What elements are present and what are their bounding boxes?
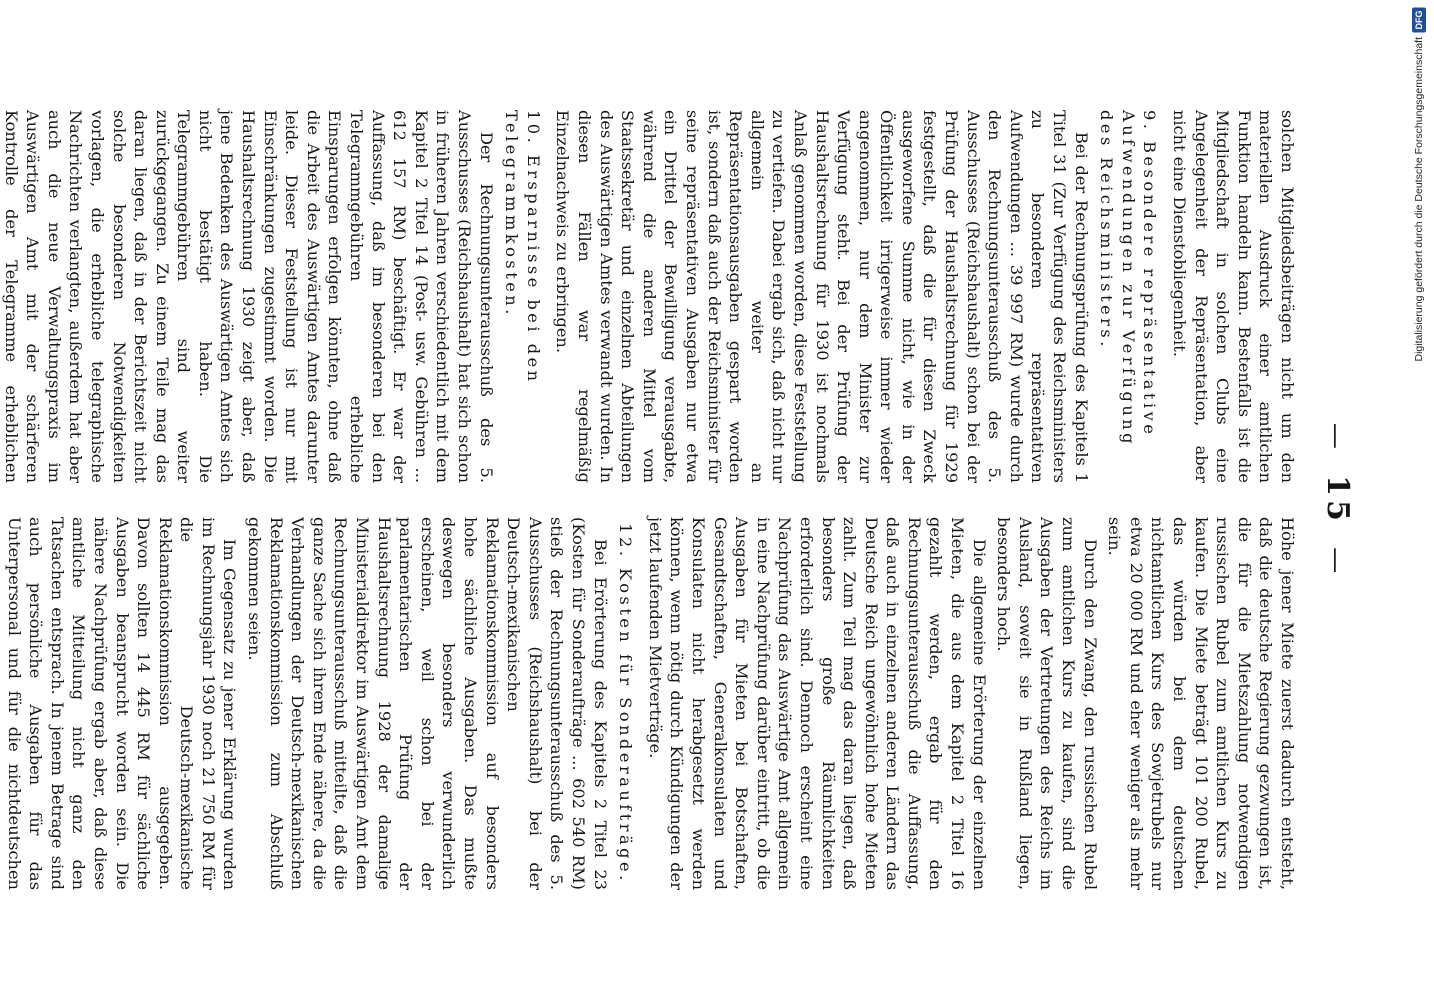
page-number: 15 bbox=[1320, 475, 1355, 525]
paragraph: Im Gegensatz zu jener Erklärung wurden im Rechnungsjahr 1930 noch 21 750 RM für die Deutsch-mexikanische Reklamationskommission ausgegeben. Davon sollten 14 445 RM für sächliche Ausgaben beansprucht worden sein. Die nähere Nachprüfung ergab aber, daß diese amtliche Mitteilung nicht ganz den Tatsachen entsprach. In jenem Betrage sind auch persönliche Ausgaben für das Unterpersonal und für die nichtdeutschen bbox=[4, 517, 240, 890]
page-number-header bbox=[1320, 110, 1355, 890]
paragraph: Der Rechnungsunterausschuß des 5. Ausschusses (Reichshaushalt) hat sich schon in früheren Jahren verschiedentlich mit dem Kapitel 2 Titel 14 (Post- usw. Gebühren ... 612 157 RM) beschäftigt. Er war der Auffassung, daß im besonderen bei den Telegrammgebühren erhebliche Einsparungen erfolgen könnten, ohne daß die Arbeit des Auswärtigen Amtes darunter leide. Dieser Feststellung ist nur mit Einschränkungen zugestimmt worden. Die Haushaltsrechnung 1930 zeigt aber, daß jene Bedenken des Auswärtigen Amtes sich nicht bestätigt haben. Die Telegrammgebühren sind weiter zurückgegangen. Zu einem Teile mag das daran liegen, daß in der Berichtszeit nicht solche besonderen Notwendigkeiten vorlagen, die erhebliche telegraphische Nachrichten verlangten, außerdem hat aber auch die neue Verwaltungspraxis im Auswärtigen Amt mit der schärferen Kontrolle der Telegramme erheblichen bbox=[1, 110, 496, 483]
paragraph: Die allgemeine Erörterung der einzelnen Mieten, die aus dem Kapitel 2 Titel 16 gezahlt werden, ergab für den Rechnungsunterausschuß die Auffassung, daß auch in einzelnen anderen Ländern das Deutsche Reich ungewöhnlich hohe Mieten zahlt. Zum Teil mag das daran liegen, daß besonders große Räumlichkeiten erforderlich sind. Dennoch erscheint eine Nachprüfung das Auswärtige Amt allgemein in eine Nachprüfung darüber eintritt, ob die Ausgaben für Mieten bei Botschaften, Gesandtschaften, Generalkonsulaten und Konsulaten nicht herabgesetzt werden können, wenn nötig durch Kündigungen der jetzt laufenden Mietverträge. bbox=[645, 517, 989, 890]
right-column bbox=[4, 517, 1298, 890]
credit-line bbox=[1412, 8, 1426, 362]
page-dash-left: — bbox=[1321, 422, 1351, 453]
page-dash-right: — bbox=[1321, 547, 1351, 578]
dfg-logo: DFG bbox=[1412, 8, 1426, 33]
paragraph: Bei Erörterung des Kapitels 2 Titel 23 (Kosten für Sonderaufträge ... 602 540 RM) stieß der Rechnungsunterausschuß des 5. Ausschusses (Reichshaushalt) bei der Deutsch-mexikanischen Reklamationskommission auf besonders hohe sächliche Ausgaben. Das mußte deswegen besonders verwunderlich erscheinen, weil schon bei der parlamentarischen Prüfung der Haushaltsrechnung 1928 der damalige Ministerialdirektor im Auswärtigen Amt dem Rechnungsunterausschuß mitteilte, daß die ganze Sache sich ihrem Ende nähere, da die Verhandlungen der Deutsch-mexikanischen Reklamationskommission zum Abschluß gekommen seien. bbox=[245, 517, 610, 890]
text-columns bbox=[1, 110, 1298, 890]
credit-text: Digitalisierung gefördert durch die Deutsche Forschungsgemeinschaft bbox=[1413, 37, 1425, 362]
digitization-credit bbox=[1408, 8, 1430, 992]
document-page bbox=[1, 70, 1377, 930]
section-heading-10: 10. Ersparnisse bei den Telegrammkosten. bbox=[502, 110, 543, 385]
paragraph: solchen Mitgliedsbeiträgen nicht um den materiellen Ausdruck einer amtlichen Funktion handeln kann. Bestenfalls ist die Mitgliedschaft in solchen Clubs eine Angelegenheit der Repräsentation, aber nicht eine Dienstobliegenheit. bbox=[1170, 110, 1297, 483]
paragraph: Durch den Zwang, den russischen Rubel zum amtlichen Kurs zu kaufen, sind die Ausgaben der Vertretungen des Reichs im Ausland, soweit sie in Rußland liegen, besonders hoch. bbox=[994, 517, 1100, 890]
section-heading-9: 9. Besondere repräsentative Aufwendungen zur Verfügung des Reichsministers. bbox=[1097, 110, 1160, 448]
paragraph: Höhe jener Miete zuerst dadurch entsteht, daß die deutsche Regierung gezwungen ist, die für die Mietszahlung notwendigen russischen Rubel zum amtlichen Kurs zu kaufen. Die Miete beträgt 101 200 Rubel, das würden bei dem deutschen nichtamtlichen Kurs des Sowjetrubels nur etwa 20 000 RM und eher weniger als mehr sein. bbox=[1105, 517, 1297, 890]
section-heading-12: 12. Kosten für Sonderaufträge. bbox=[616, 523, 636, 884]
left-column bbox=[1, 110, 1298, 483]
paragraph: Bei der Rechnungsprüfung des Kapitels 1 Titel 31 (Zur Verfügung des Reichsministers zu besonderen repräsentativen Aufwendungen ... 39 997 RM) wurde durch den Rechnungsunterausschuß des 5. Ausschusses (Reichshaushalt) schon bei der Prüfung der Haushaltsrechnung für 1929 festgestellt, daß die für diesen Zweck ausgeworfene Summe nicht, wie in der Öffentlichkeit irrigerweise immer wieder angenommen, nur dem Minister zur Verfügung steht. Bei der Prüfung der Haushaltsrechnung für 1930 ist nochmals Anlaß genommen worden, diese Feststellung zu vertiefen. Dabei ergab sich, daß nicht nur allgemein weiter an Repräsentationsausgaben gespart worden ist, sondern daß auch der Reichsminister für seine repräsentativen Ausgaben nur etwa ein Drittel der Bewilligung verausgabte, während die anderen Mittel vom Staatssekretär und einzelnen Abteilungen des Auswärtigen Amtes verwandt wurden. In diesen Fällen war regelmäßig Einzelnachweis zu erbringen. bbox=[553, 110, 1091, 483]
